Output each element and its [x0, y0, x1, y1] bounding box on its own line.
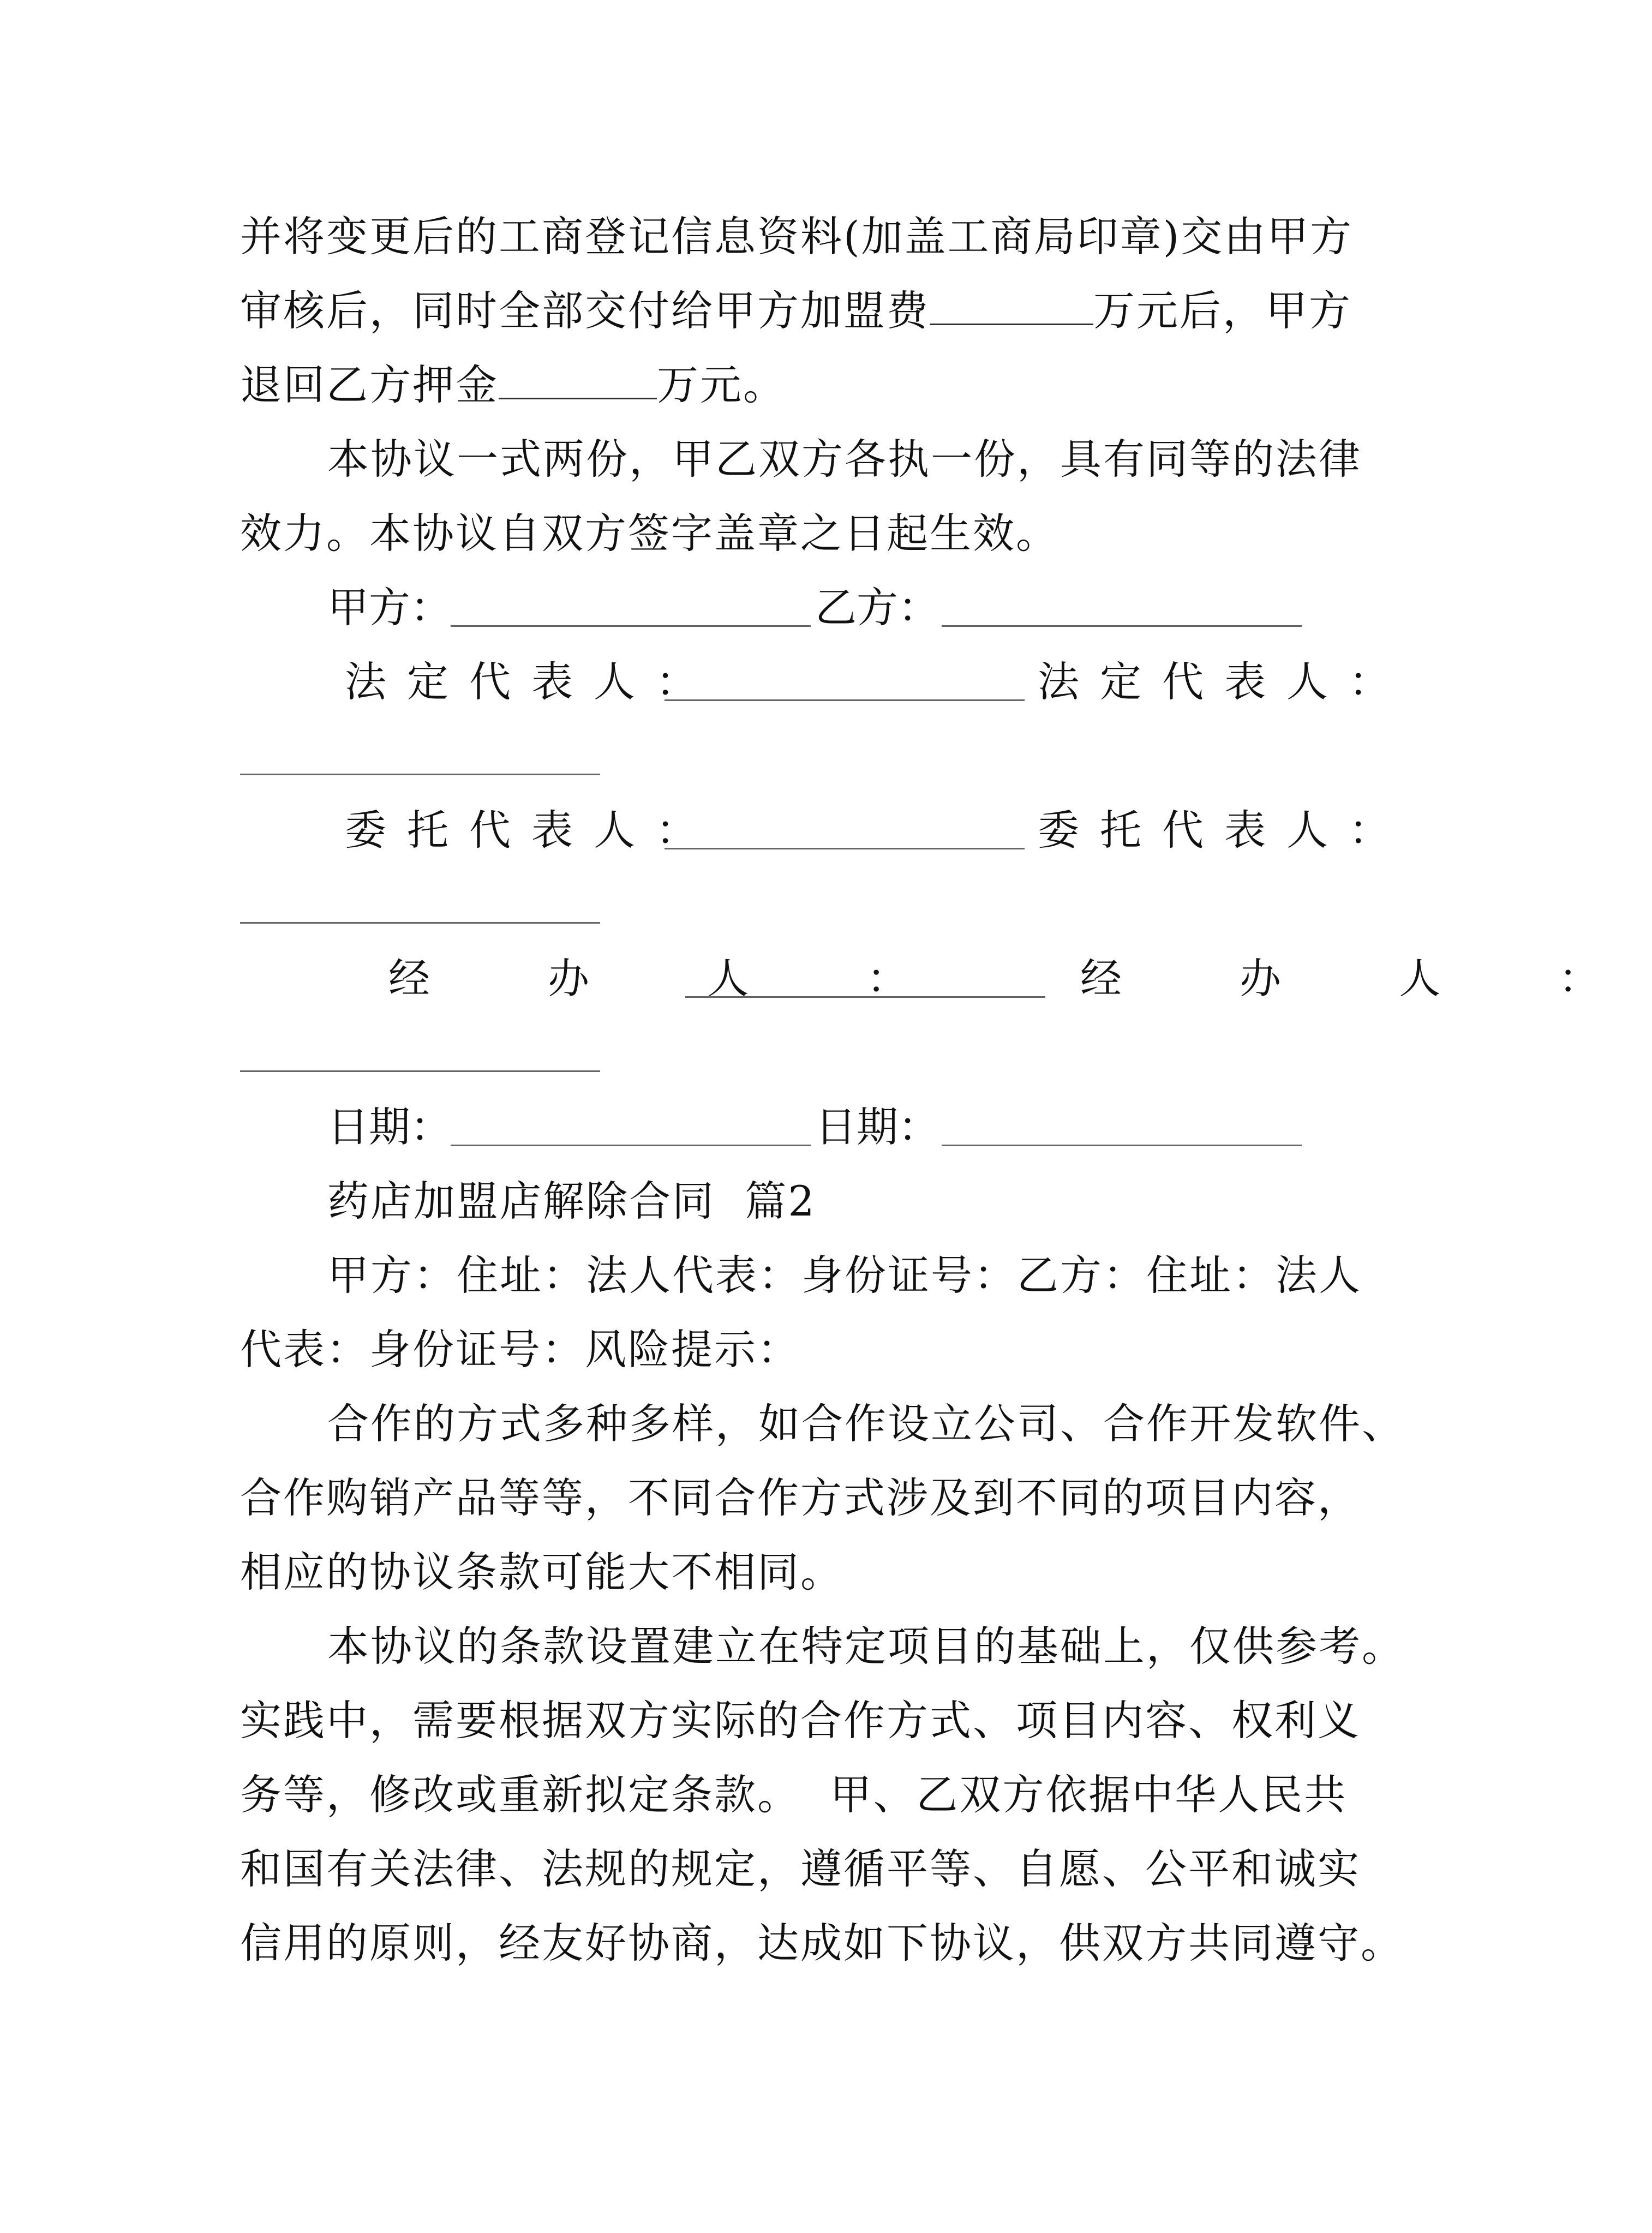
paragraph-line: 本协议一式两份，甲乙双方各执一份，具有同等的法律: [327, 435, 1362, 483]
paragraph-text: 万元后，甲方: [1093, 286, 1352, 335]
paragraph-text: 审核后，同时全部交付给甲方加盟费: [240, 286, 930, 335]
agent-a-line: [665, 848, 1025, 849]
legal-rep-label-b: 法定代表人：: [1038, 657, 1411, 706]
party-a-label: 甲方：: [327, 583, 452, 632]
party-a-signature-line: [451, 625, 811, 627]
parties-line: 甲方：住址：法人代表：身份证号：乙方：住址：法人: [327, 1251, 1362, 1300]
paragraph-line: 合作购销产品等等，不同合作方式涉及到不同的项目内容，: [240, 1474, 1361, 1522]
paragraph-line: 务等，修改或重新拟定条款。 甲、乙双方依据中华人民共: [240, 1770, 1348, 1819]
paragraph-line: 并将变更后的工商登记信息资料(加盖工商局印章)交由甲方: [240, 212, 1354, 261]
paragraph-text: 万元。: [657, 361, 786, 409]
date-label-a: 日期：: [327, 1103, 452, 1151]
handler-b-line: [240, 1070, 600, 1072]
handler-label-b: 经 办 人 ：: [1080, 954, 1652, 1003]
paragraph-line: 效力。本协议自双方签字盖章之日起生效。: [240, 509, 1059, 558]
paragraph-line: 相应的协议条款可能大不相同。: [240, 1548, 843, 1596]
paragraph-line: 信用的原则，经友好协商，达成如下协议，供双方共同遵守。: [240, 1919, 1404, 1967]
paragraph-line: 实践中，需要根据双方实际的合作方式、项目内容、权利义: [240, 1696, 1361, 1745]
legal-rep-b-line: [240, 774, 600, 775]
paragraph-line: [240, 357, 1353, 414]
agent-b-line: [240, 922, 600, 924]
date-b-line: [942, 1145, 1302, 1146]
fee-blank: [930, 289, 1093, 325]
paragraph-line: 和国有关法律、法规的规定，遵循平等、自愿、公平和诚实: [240, 1845, 1361, 1893]
parties-line: 代表：身份证号：风险提示：: [240, 1325, 800, 1374]
section-title: 药店加盟店解除合同 篇2: [327, 1177, 816, 1225]
paragraph-line: 合作的方式多种多样，如合作设立公司、合作开发软件、: [327, 1399, 1405, 1448]
deposit-blank: [499, 363, 657, 399]
party-b-label: 乙方：: [815, 583, 939, 632]
legal-rep-label-a: 法定代表人：: [345, 657, 718, 706]
paragraph-line: 本协议的条款设置建立在特定项目的基础上，仅供参考。: [327, 1622, 1405, 1671]
paragraph-line: [240, 283, 1353, 339]
handler-label-a: 经 办 人 ：: [388, 954, 961, 1003]
date-label-b: 日期：: [815, 1103, 939, 1151]
party-b-signature-line: [942, 625, 1302, 627]
agent-label-a: 委托代表人：: [345, 806, 718, 854]
date-a-line: [451, 1145, 811, 1146]
agent-label-b: 委托代表人：: [1038, 806, 1411, 854]
handler-a-line: [685, 996, 1045, 998]
paragraph-text: 退回乙方押金: [240, 361, 499, 409]
legal-rep-a-line: [665, 699, 1025, 701]
